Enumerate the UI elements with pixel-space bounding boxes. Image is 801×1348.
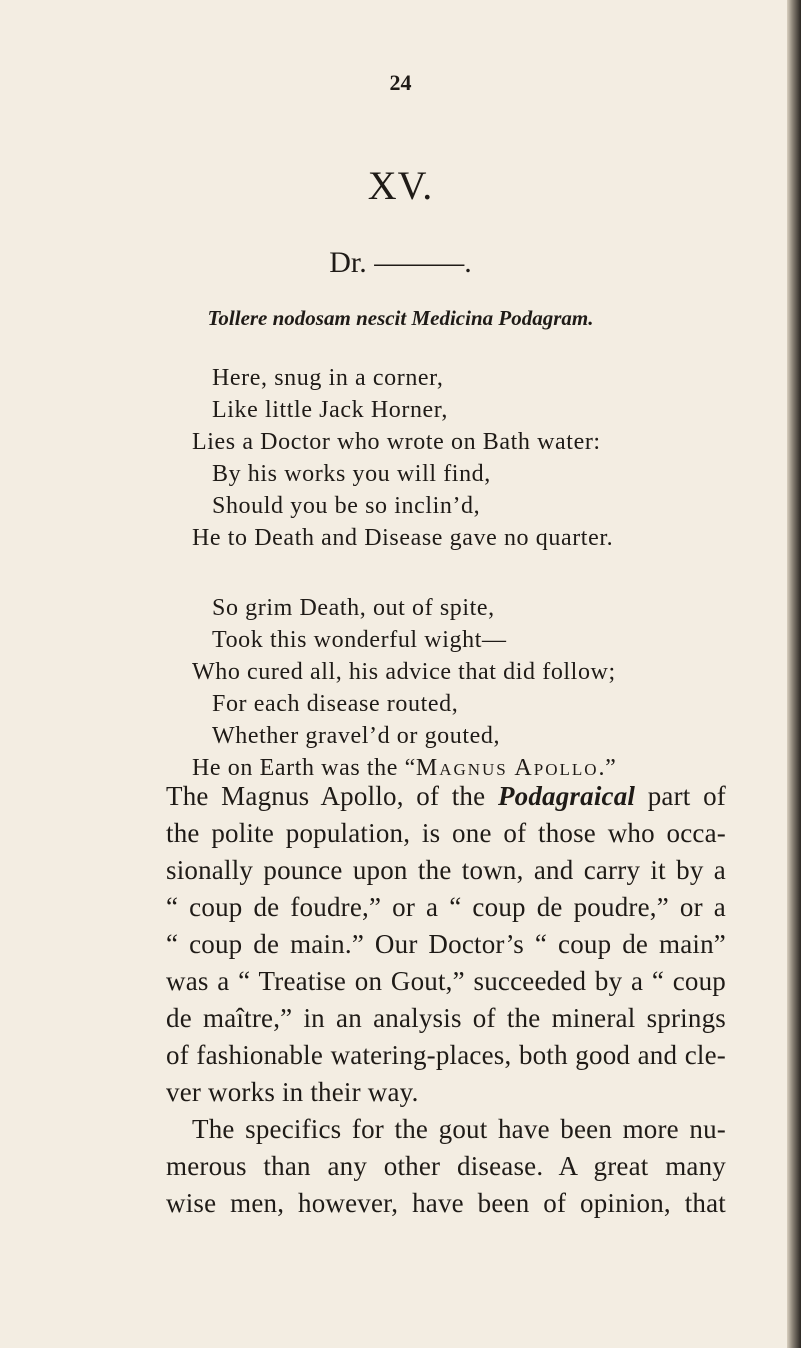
verse-line: Like little Jack Horner, bbox=[212, 397, 449, 423]
prose-line: wise men, however, have been of opinion, that bbox=[166, 1188, 726, 1218]
prose-line: The specifics for the gout have been more nu- bbox=[192, 1114, 726, 1144]
prose-text: The Magnus Apollo, of the bbox=[166, 781, 498, 811]
section-subject: Dr. ———. bbox=[329, 246, 472, 279]
epigraph: Tollere nodosam nescit Medicina Podagram. bbox=[207, 306, 594, 330]
verse-line: Here, snug in a corner, bbox=[212, 365, 444, 391]
prose-line: was a “ Treatise on Gout,” succeeded by a “ coup bbox=[166, 966, 726, 996]
verse-line: Whether gravel’d or gouted, bbox=[212, 723, 501, 749]
verse-line: Who cured all, his advice that did follow; bbox=[192, 659, 616, 685]
verse-line: For each disease routed, bbox=[212, 691, 459, 717]
body-text bbox=[166, 778, 726, 1222]
emphasis-text: Podagraical bbox=[497, 781, 636, 811]
prose-line: “ coup de foudre,” or a “ coup de poudre,” or a bbox=[166, 892, 726, 922]
prose-line: of fashionable watering-places, both good and cle- bbox=[166, 1040, 726, 1070]
verse-line: Lies a Doctor who wrote on Bath water: bbox=[192, 429, 601, 455]
prose-line: sionally pounce upon the town, and carry it by a bbox=[166, 855, 726, 885]
page-number: 24 bbox=[389, 70, 412, 95]
prose-text: part of bbox=[635, 781, 726, 811]
prose-line bbox=[166, 778, 726, 815]
prose-line: the polite population, is one of those who occa- bbox=[166, 818, 726, 848]
prose-line: de maître,” in an analysis of the mineral springs bbox=[166, 1003, 726, 1033]
verse-line: He to Death and Disease gave no quarter. bbox=[192, 525, 614, 551]
prose-line: ver works in their way. bbox=[166, 1077, 419, 1107]
verse-line: Took this wonderful wight— bbox=[212, 627, 507, 653]
verse-text: He on Earth was the “ bbox=[192, 755, 416, 781]
verse-line: Should you be so inclin’d, bbox=[212, 493, 481, 519]
magnus-apollo-name: Magnus Apollo bbox=[415, 755, 599, 781]
verse-line: So grim Death, out of spite, bbox=[212, 595, 495, 621]
verse-stanza-1 bbox=[192, 362, 614, 554]
verse-line: By his works you will find, bbox=[212, 461, 491, 487]
verse-text: .” bbox=[598, 755, 617, 781]
prose-line: merous than any other disease. A great many bbox=[166, 1151, 726, 1181]
section-heading: XV. bbox=[367, 163, 434, 208]
prose-line: “ coup de main.” Our Doctor’s “ coup de main” bbox=[166, 929, 726, 959]
verse-stanza-2 bbox=[192, 592, 617, 784]
